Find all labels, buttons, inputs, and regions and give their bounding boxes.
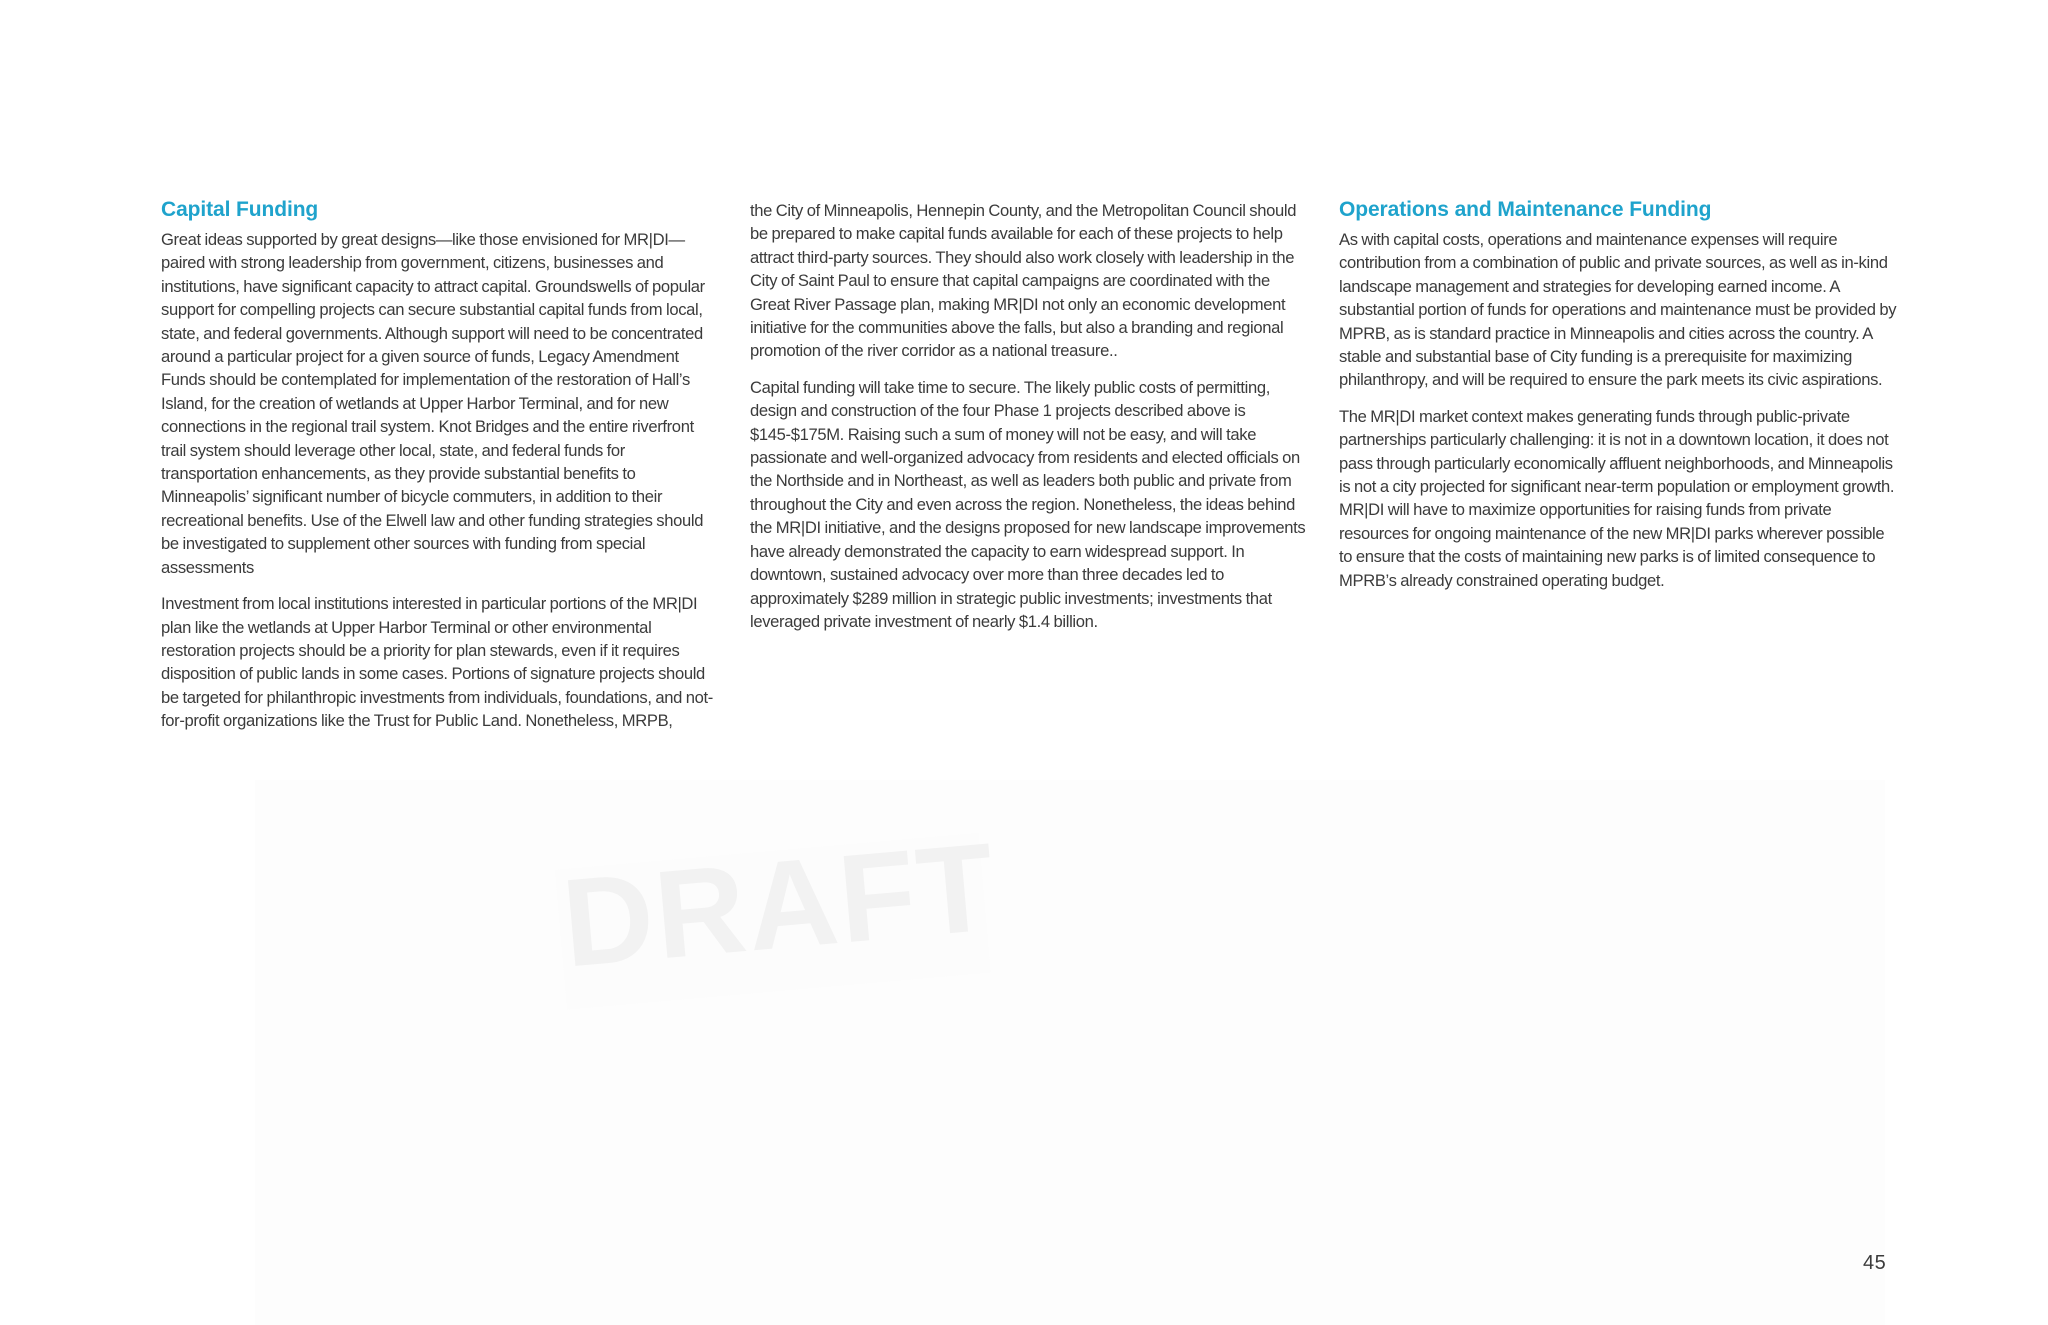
paragraph: The MR|DI market context makes generating funds through public-private partnerships particularly challenging: it is not in a downtown location, it does not pass through particularly economically affluent neighborhoods, and Minneapolis is not a city projected for significant near-term population or employment growth. MR|DI will have to maximize opportunities for raising funds from private resources for ongoing maintenance of the new MR|DI parks wherever possible to ensure that the costs of maintaining new parks is of limited consequence to MPRB’s already constrained operating budget. bbox=[1339, 406, 1895, 590]
paragraph: As with capital costs, operations and maintenance expenses will require contribution from a combination of public and private sources, as well as in-kind landscape management and strategies for developing earned income. A substantial portion of funds for operations and maintenance must be provided by MPRB, as is standard practice in Minneapolis and cities across the country. A stable and substantial base of City funding is a prerequisite for maximizing philanthropy, and will be required to ensure the park meets its civic aspirations. bbox=[1339, 230, 1897, 390]
column-operations-maintenance bbox=[1339, 196, 1899, 605]
paragraph: Investment from local institutions interested in particular portions of the MR|DI plan like the wetlands at Upper Harbor Terminal or other environmental restoration projects should be a priority for plan stewards, even if it requires disposition of public lands in some cases. Portions of signature projects should be targeted for philanthropic investments from individuals, foundations, and not-for-profit organizations like the Trust for Public Land. Nonetheless, MRPB, bbox=[161, 594, 713, 731]
page-number: 45 bbox=[1863, 1252, 1887, 1274]
heading-operations-maintenance-funding: Operations and Maintenance Funding bbox=[1339, 198, 1712, 221]
paragraph: Great ideas supported by great designs—like those envisioned for MR|DI—paired with strong leadership from government, citizens, businesses and institutions, have significant capacity to attract capital. Groundswells of popular support for compelling projects can secure substantial capital funds from local, state, and federal governments. Although support will need to be concentrated around a particular project for a given source of funds, Legacy Amendment Funds should be contemplated for implementation of the restoration of Hall’s Island, for the creation of wetlands at Upper Harbor Terminal, and for new connections in the regional trail system. Knot Bridges and the entire riverfront trail system should leverage other local, state, and federal funds for transportation enhancements, as they provide substantial benefits to Minneapolis’ significant number of bicycle commuters, in addition to their recreational benefits. Use of the Elwell law and other funding strategies should be investigated to supplement other sources with funding from special assessments bbox=[161, 230, 705, 577]
column-capital-funding-continued bbox=[750, 199, 1310, 646]
paragraph: Capital funding will take time to secure. The likely public costs of permitting, design and construction of the four Phase 1 projects described above is $145-$175M. Raising such a sum of money will not be easy, and will take passionate and well-organized advocacy from residents and elected officials on the Northside and in Northeast, as well as leaders both public and private from throughout the City and even across the region. Nonetheless, the ideas behind the MR|DI initiative, and the designs proposed for new landscape improvements have already demonstrated the capacity to earn widespread support. In downtown, sustained advocacy over more than three decades led to approximately $289 million in strategic public investments; investments that leveraged private investment of nearly $1.4 billion. bbox=[750, 377, 1306, 631]
column-capital-funding bbox=[161, 196, 721, 746]
watermark-background bbox=[255, 780, 1885, 1325]
draft-watermark: DRAFT bbox=[557, 817, 1002, 994]
paragraph: the City of Minneapolis, Hennepin County, and the Metropolitan Council should be prepared to make capital funds available for each of these projects to help attract third-party sources. They should also work closely with leadership in the City of Saint Paul to ensure that capital campaigns are coordinated with the Great River Passage plan, making MR|DI not only an economic development initiative for the communities above the falls, but also a branding and regional promotion of the river corridor as a national treasure.. bbox=[750, 201, 1297, 361]
heading-capital-funding: Capital Funding bbox=[161, 198, 319, 221]
